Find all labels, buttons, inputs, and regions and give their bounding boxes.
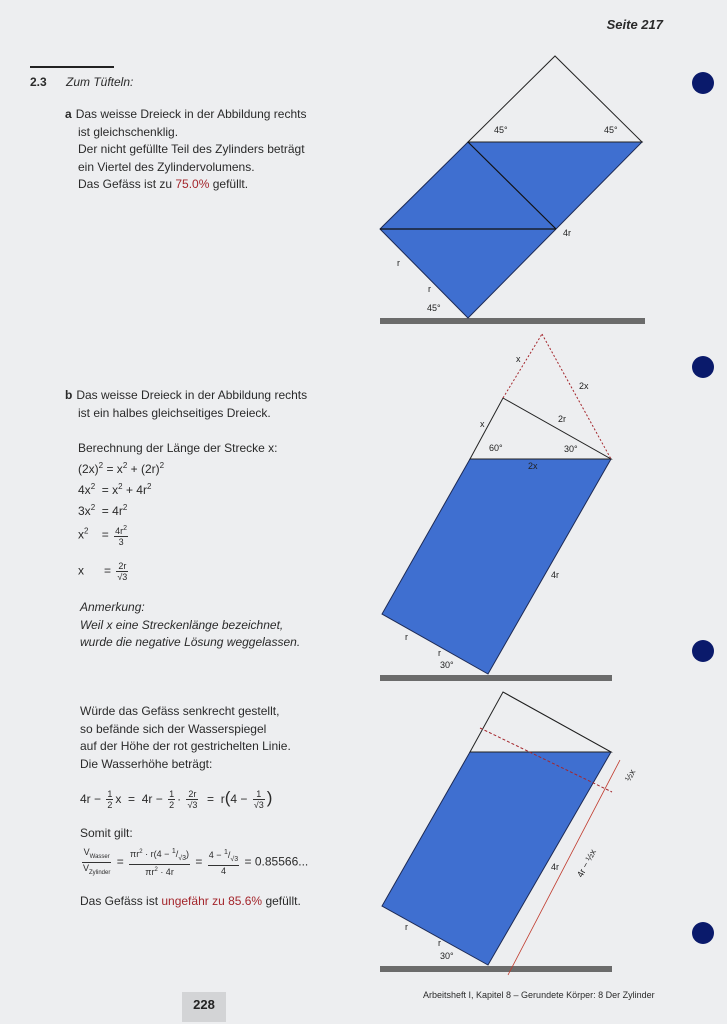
section-title: Zum Tüfteln: bbox=[66, 75, 134, 89]
angle-a-top-left: 45° bbox=[494, 125, 508, 135]
angle-c-30: 30° bbox=[440, 951, 454, 961]
ground-c bbox=[380, 966, 612, 972]
water-b bbox=[382, 459, 611, 674]
figure-c bbox=[380, 692, 638, 975]
note: Anmerkung: Weil x eine Streckenlänge bezeichnet, wurde die negative Lösung weggelassen. bbox=[80, 600, 301, 649]
label-a-r2: r bbox=[428, 284, 431, 294]
label-c-half-x: ½x bbox=[622, 767, 638, 783]
label-b-2x: 2x bbox=[528, 461, 538, 471]
final-result: Das Gefäss ist ungefähr zu 85.6% gefüllt. bbox=[80, 894, 301, 908]
figure-a bbox=[380, 56, 645, 324]
part-b-text: b Das weisse Dreieck in der Abbildung rechts ist ein halbes gleichseitiges Dreieck. bbox=[65, 388, 308, 420]
label-b-2x-right: 2x bbox=[579, 381, 589, 391]
white-triangle-c bbox=[470, 692, 611, 752]
part-b-label: b bbox=[65, 388, 73, 402]
water-a bbox=[380, 142, 642, 318]
label-c-r2: r bbox=[438, 938, 441, 948]
label-b-x-top: x bbox=[516, 354, 521, 364]
label-b-x-left: x bbox=[480, 419, 485, 429]
label-b-2r: 2r bbox=[558, 414, 567, 424]
figure-b bbox=[380, 334, 612, 681]
vertical-text: Würde das Gefäss senkrecht gestellt, so befände sich der Wasserspiegel auf der Höhe der rot gestrichelten Linie. Die Wasserhöhe beträgt: bbox=[80, 704, 291, 771]
part-a-result: Das Gefäss ist zu 75.0% gefüllt. bbox=[78, 177, 249, 191]
part-a-fill-value: 75.0% bbox=[175, 177, 210, 191]
angle-a-bottom: 45° bbox=[427, 303, 441, 313]
label-c-r1: r bbox=[405, 922, 408, 932]
ground-a bbox=[380, 318, 645, 324]
label-c-4r: 4r bbox=[551, 862, 560, 872]
water-height-equation: 4r − $\frac{1}{2}$ x = 4r − $\frac{1}{2}$ · $\frac{2r}{√3}$ = r(4 − $\frac{1}{√3}$ ) bbox=[80, 788, 273, 811]
part-a-text: a Das weisse Dreieck in der Abbildung rechts ist gleichschenklig. Der nicht gefüllte Teil des Zylinders beträgt ein Viertel des Zylindervolumens. Das Gefäss ist zu 75.0% gefüllt. bbox=[78, 106, 368, 194]
label-b-r1: r bbox=[405, 632, 408, 642]
page-label: Seite 217 bbox=[606, 17, 663, 32]
ground-b bbox=[380, 675, 612, 681]
outline-c bbox=[503, 692, 611, 752]
label-c-4r-minus: 4r − ½x bbox=[574, 847, 598, 879]
part-a-label: a bbox=[65, 107, 72, 121]
label-b-r2: r bbox=[438, 648, 441, 658]
water-c bbox=[382, 752, 611, 965]
dashed-x-top bbox=[503, 334, 542, 398]
equation-x: x = $\frac{2r}{√3}$ bbox=[78, 561, 128, 582]
angle-a-top-right: 45° bbox=[604, 125, 618, 135]
final-fill-value: ungefähr zu 85.6% bbox=[161, 894, 263, 908]
somit-label: Somit gilt: bbox=[80, 826, 133, 840]
calc-title: Berechnung der Länge der Strecke x: bbox=[78, 441, 278, 455]
equation-x-squared: $x^2$ = $\frac{4r^2}{3}$ bbox=[78, 525, 128, 547]
ratio-result: 0.85566... bbox=[254, 854, 309, 869]
dashed-2x bbox=[542, 334, 611, 459]
footer-text: Arbeitsheft I, Kapitel 8 – Gerundete Körper: 8 Der Zylinder bbox=[423, 990, 655, 1000]
angle-b-30-bottom: 30° bbox=[440, 660, 454, 670]
label-a-r1: r bbox=[397, 258, 400, 268]
label-a-4r: 4r bbox=[563, 228, 572, 238]
label-b-4r: 4r bbox=[551, 570, 560, 580]
equation-block: $(2x)^2 = x^2 + (2r)^2$ $4x^2 = x^2 + 4r^2$ $3x^2 = 4r^2$ bbox=[78, 461, 165, 518]
angle-b-60: 60° bbox=[489, 443, 503, 453]
page-number: 228 bbox=[182, 992, 226, 1022]
ratio-equation: $\frac{V_{Wasser}}{V_{Zylinder}}$ = $\frac{\pi r^2 \cdot r(4 - ^1/_{√3})}{\pi r^2 \cdot 4r}$ = $\frac{4 - ^1/_{√3}}{4}$ = 0.85566... bbox=[83, 847, 309, 878]
angle-b-30-top: 30° bbox=[564, 444, 578, 454]
section-number: 2.3 bbox=[30, 75, 47, 89]
